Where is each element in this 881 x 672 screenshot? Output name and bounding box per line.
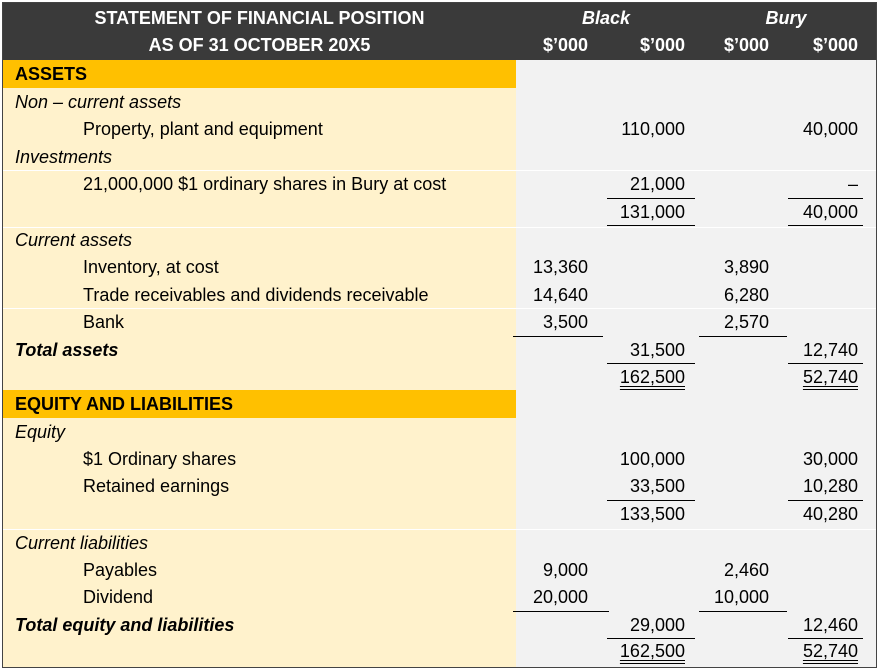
total-assets-label: Total assets xyxy=(15,340,119,360)
assets-section xyxy=(3,60,876,390)
current-liabilities-label: Current liabilities xyxy=(15,533,149,553)
total-assets-black: 162,500 xyxy=(619,367,685,387)
total-equity-liabilities-black: 162,500 xyxy=(619,641,685,661)
noncurrent-assets-label: Non – current assets xyxy=(15,92,182,112)
equity-total-bury: 40,280 xyxy=(802,504,858,524)
total-assets-bury: 52,740 xyxy=(802,367,858,387)
current-assets-label: Current assets xyxy=(15,230,133,250)
dividend-black: 20,000 xyxy=(532,587,588,607)
shares-in-bury-black: 21,000 xyxy=(629,174,685,194)
equity-liabilities-section xyxy=(3,390,876,667)
bank-black: 3,500 xyxy=(542,312,588,332)
noncurrent-total-black: 131,000 xyxy=(619,202,685,222)
retained-earnings-black: 33,500 xyxy=(629,476,685,496)
total-equity-liabilities-label: Total equity and liabilities xyxy=(15,615,235,635)
receivables-label: Trade receivables and dividends receivable xyxy=(83,285,429,305)
unit-heading: $’000 xyxy=(723,35,769,55)
ppe-black: 110,000 xyxy=(621,119,685,139)
company-bury-heading: Bury xyxy=(765,8,807,28)
ppe-label: Property, plant and equipment xyxy=(83,119,323,139)
ppe-bury: 40,000 xyxy=(802,119,858,139)
inventory-label: Inventory, at cost xyxy=(83,257,219,277)
current-assets-total-bury: 12,740 xyxy=(802,340,858,360)
shares-in-bury-bury: – xyxy=(847,174,858,194)
equity-liabilities-heading: EQUITY AND LIABILITIES xyxy=(15,394,234,414)
liabilities-total-bury: 12,460 xyxy=(802,615,858,635)
payables-black: 9,000 xyxy=(542,560,588,580)
unit-heading: $’000 xyxy=(812,35,858,55)
investments-label: Investments xyxy=(15,147,113,167)
ordinary-shares-black: 100,000 xyxy=(619,449,685,469)
shares-in-bury-label: 21,000,000 $1 ordinary shares in Bury at cost xyxy=(83,174,447,194)
retained-earnings-bury: 10,280 xyxy=(802,476,858,496)
receivables-bury: 6,280 xyxy=(723,285,769,305)
equity-label: Equity xyxy=(15,422,66,442)
total-equity-liabilities-bury: 52,740 xyxy=(802,641,858,661)
ordinary-shares-bury: 30,000 xyxy=(802,449,858,469)
ordinary-shares-label: $1 Ordinary shares xyxy=(83,449,237,469)
statement-date: AS OF 31 OCTOBER 20X5 xyxy=(148,35,371,55)
financial-statement-table xyxy=(2,2,877,668)
liabilities-total-black: 29,000 xyxy=(629,615,685,635)
dividend-bury: 10,000 xyxy=(713,587,769,607)
retained-earnings-label: Retained earnings xyxy=(83,476,230,496)
unit-heading: $’000 xyxy=(542,35,588,55)
company-black-heading: Black xyxy=(581,8,631,28)
inventory-black: 13,360 xyxy=(532,257,588,277)
equity-total-black: 133,500 xyxy=(619,504,685,524)
inventory-bury: 3,890 xyxy=(723,257,769,277)
bank-bury: 2,570 xyxy=(723,312,769,332)
payables-label: Payables xyxy=(83,560,158,580)
current-assets-total-black: 31,500 xyxy=(629,340,685,360)
noncurrent-total-bury: 40,000 xyxy=(802,202,858,222)
dividend-label: Dividend xyxy=(83,587,154,607)
payables-bury: 2,460 xyxy=(723,560,769,580)
receivables-black: 14,640 xyxy=(532,285,588,305)
statement-title: STATEMENT OF FINANCIAL POSITION xyxy=(94,8,425,28)
table-header xyxy=(3,3,876,60)
bank-label: Bank xyxy=(83,312,125,332)
assets-heading: ASSETS xyxy=(15,64,88,84)
unit-heading: $’000 xyxy=(639,35,685,55)
